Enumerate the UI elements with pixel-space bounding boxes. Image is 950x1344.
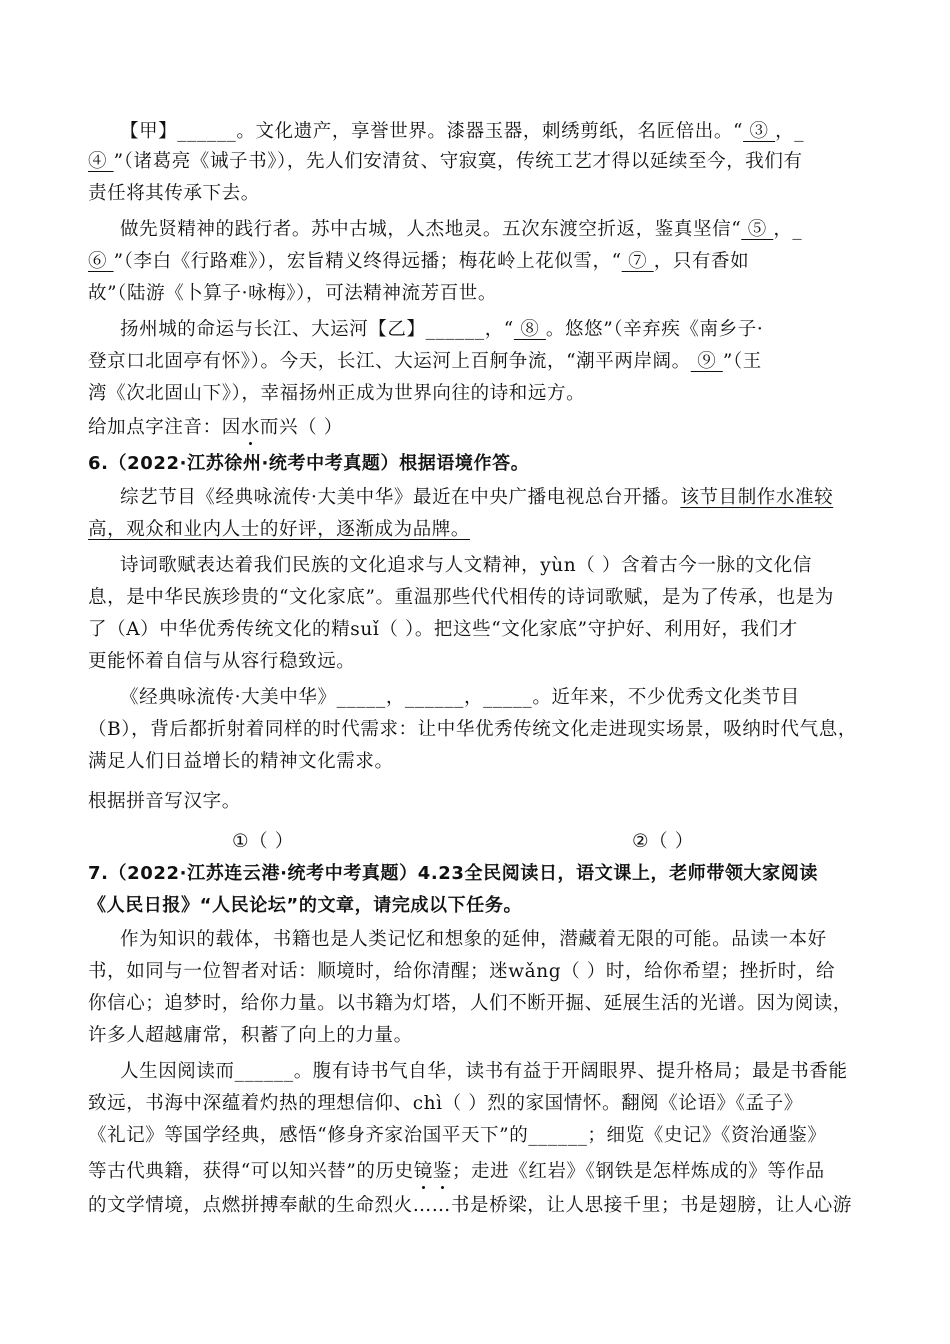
text-segment: 人生因阅读而______。腹有诗书气自华，读书有益于开阔眼界、提升格局；最是书香能 (120, 1061, 848, 1082)
text-segment: 诗词歌赋表达着我们民族的文化追求与人文精神，yùn（ ）含着古今一脉的文化信 (120, 555, 812, 576)
text-segment: 你信心；追梦时，给你力量。以书籍为灯塔，人们不断开掘、延展生活的光谱。因为阅读， (88, 993, 853, 1014)
text-segment: 《礼记》等国学经典，感悟“修身齐家治国平天下”的______；细览《史记》《资治通鉴》 (88, 1125, 827, 1146)
question-heading (88, 452, 529, 476)
text-line (88, 586, 834, 610)
text-line (120, 686, 800, 710)
text-line (88, 250, 749, 274)
text-line (88, 992, 852, 1016)
text-line (88, 790, 241, 814)
text-line (88, 282, 497, 306)
text-line (88, 416, 343, 440)
text-segment: ”（李白《行路难》），宏旨精义终得远播；梅花岭上花似雪，“ (113, 251, 622, 272)
underlined-text: 该节目制作水准较 (680, 487, 834, 508)
text-line (120, 120, 804, 144)
text-line (88, 1194, 852, 1218)
text-segment: 致远，书海中深蕴着灼热的理想信仰、chì（ ）烈的家国情怀。翻阅《论语》《孟子》 (88, 1093, 803, 1114)
text-segment: ”（诸葛亮《诫子书》），先人们安清贫、守寂寞，传统工艺才得以延续至今，我们有 (113, 151, 803, 172)
text-line (88, 1124, 826, 1148)
text-line (232, 830, 294, 854)
dotted-char: 鉴 (432, 1161, 452, 1182)
underlined-text: ⑧ (513, 319, 546, 340)
text-segment: ， (775, 121, 795, 142)
text-segment: 【甲】______。文化遗产，享誉世界。漆器玉器，刺绣剪纸，名匠倍出。“ (120, 121, 744, 142)
text-segment: 责任将其传承下去。 (88, 183, 260, 204)
text-line (88, 1092, 803, 1116)
text-segment: 了（A）中华优秀传统文化的精suǐ（ ）。把这些“文化家底”守护好、利用好，我们才 (88, 619, 798, 640)
text-segment: _ (794, 121, 805, 142)
text-segment: 《人民日报》“人民论坛”的文章，请完成以下任务。 (88, 895, 523, 916)
text-line (120, 1060, 848, 1084)
text-line (88, 150, 803, 174)
text-line (120, 218, 802, 242)
text-segment: 故”（陆游《卜算子·咏梅》），可法精神流芳百世。 (88, 283, 497, 304)
text-segment: 等古代典籍，获得“可以知兴替”的历史 (88, 1161, 414, 1182)
text-segment: 根据拼音写汉字。 (88, 791, 241, 812)
text-segment: 作为知识的载体，书籍也是人类记忆和想象的延伸，潜藏着无限的可能。品读一本好 (120, 929, 827, 950)
question-heading (88, 862, 818, 886)
text-segment: 7.（2022·江苏连云港·统考中考真题）4.23全民阅读日，语文课上，老师带领大家阅读 (88, 863, 818, 884)
text-line (88, 718, 857, 742)
text-segment: 综艺节目《经典咏流传·大美中华》最近在中央广播电视总台开播。 (120, 487, 681, 508)
text-segment: 而兴（ ） (259, 417, 343, 438)
text-line (88, 1024, 413, 1048)
text-segment: 。悠悠”（辛弃疾《南乡子· (545, 319, 764, 340)
text-line (88, 1160, 825, 1184)
underlined-text: ⑤ (741, 219, 774, 240)
text-line (120, 554, 812, 578)
underlined-text: ⑥ (88, 251, 114, 272)
text-line (120, 486, 833, 510)
text-line (88, 518, 470, 542)
text-line (88, 960, 835, 984)
text-segment: ”（王 (722, 351, 762, 372)
text-line (88, 350, 762, 374)
text-segment: （B），背后都折射着同样的时代需求：让中华优秀传统文化走进现实场景，吸纳时代气息， (88, 719, 857, 740)
text-segment: 许多人超越庸常，积蓄了向上的力量。 (88, 1025, 413, 1046)
text-line (88, 182, 260, 206)
text-segment: 息，是中华民族珍贵的“文化家底”。重温那些代代相传的诗词歌赋，是为了传承，也是为 (88, 587, 834, 608)
text-segment: 的文学情境，点燃拼搏奉献的生命烈火……书是桥梁，让人思接千里；书是翅膀，让人心游 (88, 1195, 853, 1216)
text-segment: 6.（2022·江苏徐州·统考中考真题）根据语境作答。 (88, 453, 530, 474)
text-line (88, 618, 798, 642)
text-segment: ②（ ） (632, 831, 694, 852)
text-segment: ①（ ） (232, 831, 294, 852)
text-line (632, 830, 694, 854)
text-segment: 做先贤精神的践行者。苏中古城，人杰地灵。五次东渡空折返，鉴真坚信“ (120, 219, 742, 240)
text-segment: ；走进《红岩》《钢铁是怎样炼成的》等作品 (451, 1161, 825, 1182)
text-line (88, 750, 394, 774)
text-segment: 《经典咏流传·大美中华》_____，______，_____。近年来，不少优秀文化类节目 (120, 687, 800, 708)
text-segment: 给加点字注音：因 (88, 417, 241, 438)
underlined-text: ④ (88, 151, 114, 172)
underlined-text: 高，观众和业内人士的好评，逐渐成为品牌。 (88, 519, 471, 540)
text-segment: ，_ (773, 219, 803, 240)
underlined-text: ⑨ (690, 351, 723, 372)
text-segment: 满足人们日益增长的精神文化需求。 (88, 751, 394, 772)
text-segment: 登京口北固亭有怀》）。今天，长江、大运河上百舸争流，“潮平两岸阔。 (88, 351, 691, 372)
text-segment: 扬州城的命运与长江、大运河【乙】______，“ (120, 319, 514, 340)
text-line (88, 650, 355, 674)
text-line (88, 382, 585, 406)
question-heading (88, 894, 522, 918)
text-segment: 更能怀着自信与从容行稳致远。 (88, 651, 356, 672)
text-segment: 湾《次北固山下》），幸福扬州正成为世界向往的诗和远方。 (88, 383, 586, 404)
underlined-text: ⑦ (621, 251, 654, 272)
text-line (120, 928, 827, 952)
underlined-text: ③ (743, 121, 776, 142)
dotted-char: 水 (240, 417, 260, 438)
text-line (120, 318, 763, 342)
dotted-char: 镜 (413, 1161, 433, 1182)
text-segment: ，只有香如 (653, 251, 750, 272)
text-segment: 书，如同与一位智者对话：顺境时，给你清醒；迷wǎng（ ）时，给你希望；挫折时，给 (88, 961, 836, 982)
